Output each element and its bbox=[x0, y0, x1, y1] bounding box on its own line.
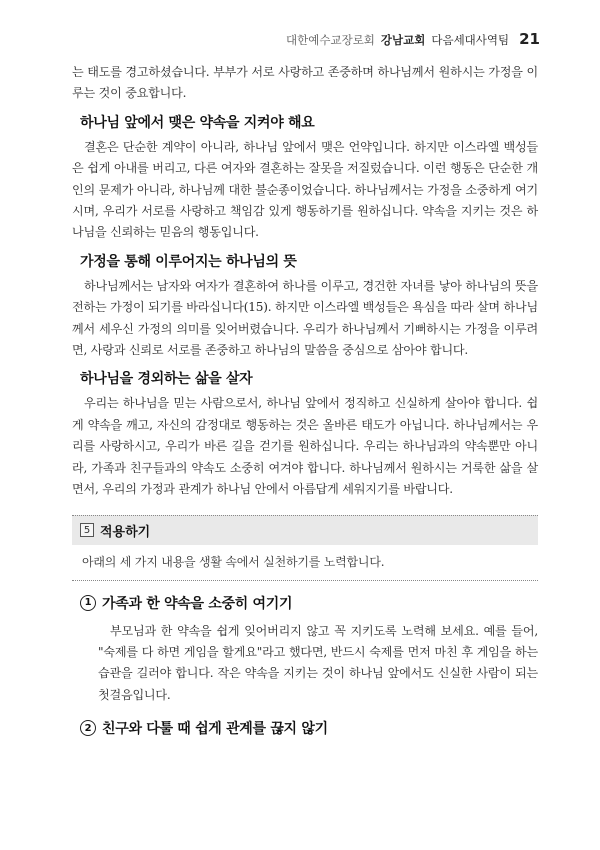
item-heading bbox=[80, 593, 538, 613]
intro-paragraph: 는 태도를 경고하셨습니다. 부부가 서로 사랑하고 존중하며 하나님께서 원하시는 가정을 이루는 것이 중요합니다. bbox=[72, 65, 538, 101]
section-heading: 가정을 통해 이루어지는 하나님의 뜻 bbox=[80, 253, 297, 270]
apply-description: 아래의 세 가지 내용을 생활 속에서 실천하기를 노력합니다. bbox=[72, 545, 538, 581]
apply-number-badge: 5 bbox=[80, 523, 94, 537]
section-body: 결혼은 단순한 계약이 아니라, 하나님 앞에서 맺은 언약입니다. 하지만 이스라엘 백성들은 쉽게 아내를 버리고, 다른 여자와 결혼하는 잘못을 저질렀습니다. 이런 행동은 단순한 개인의 문제가 아니라, 하나님께 대한 불순종이었습니다. 하나님께서는 가정을 소중하게 여기시며, 우리가 서로를 사랑하고 책임감 있게 행동하기를 원하십니다. 약속을 지키는 것은 하나님을 신뢰하는 믿음의 행동입니다. bbox=[72, 139, 538, 240]
apply-title: 적용하기 bbox=[100, 524, 151, 540]
header-team: 다음세대사역팀 bbox=[431, 33, 510, 47]
item-heading-text: 가족과 한 약속을 소중히 여기기 bbox=[102, 595, 293, 612]
circled-number: 1 bbox=[80, 595, 96, 611]
page-content bbox=[72, 62, 538, 746]
section-family-will bbox=[72, 251, 538, 362]
page-number: 21 bbox=[519, 30, 540, 48]
header-org: 대한예수교장로회 bbox=[286, 33, 375, 47]
header-church: 강남교회 bbox=[380, 33, 426, 47]
section-body: 하나님께서는 남자와 여자가 결혼하여 하나를 이루고, 경건한 자녀를 낳아 하나님의 뜻을 전하는 가정이 되기를 바라십니다(15). 하지만 이스라엘 백성들은 욕심을 따라 살며 하나님께서 세우신 가정의 의미를 잊어버렸습니다. 우리가 하나님께서 기뻐하시는 가정을 이루려면, 사랑과 신뢰로 서로를 존중하고 하나님의 말씀을 중심으로 삼아야 합니다. bbox=[72, 278, 539, 358]
section-heading: 하나님을 경외하는 삶을 살자 bbox=[80, 371, 253, 388]
section-heading: 하나님 앞에서 맺은 약속을 지켜야 해요 bbox=[80, 114, 315, 131]
apply-banner bbox=[72, 515, 538, 545]
running-header bbox=[286, 30, 540, 48]
item-heading-text: 친구와 다툴 때 쉽게 관계를 끊지 않기 bbox=[102, 721, 328, 738]
apply-item-2 bbox=[72, 718, 538, 738]
item-body: 부모님과 한 약속을 쉽게 잊어버리지 않고 꼭 지키도록 노력해 보세요. 예를 들어, "숙제를 다 하면 게임을 할게요"라고 했다면, 반드시 숙제를 먼저 마친 후 게임을 하는 습관을 길러야 합니다. 작은 약속을 지키는 것이 하나님 앞에서도 신실한 사람이 되는 첫걸음입니다. bbox=[98, 623, 538, 702]
circled-number: 2 bbox=[80, 720, 96, 736]
section-promise bbox=[72, 112, 538, 244]
section-fear-god bbox=[72, 368, 538, 500]
item-heading bbox=[80, 718, 538, 738]
section-body: 우리는 하나님을 믿는 사람으로서, 하나님 앞에서 정직하고 신실하게 살아야 합니다. 쉽게 약속을 깨고, 자신의 감정대로 행동하는 것은 올바른 태도가 아닙니다. 하나님께서는 우리를 사랑하시고, 우리가 바른 길을 걷기를 원하십니다. 우리는 하나님과의 약속뿐만 아니라, 가족과 친구들과의 약속도 소중히 여겨야 합니다. 하나님께서 원하시는 거룩한 삶을 살면서, 우리의 가정과 관계가 하나님 안에서 아름답게 세워지기를 바랍니다. bbox=[72, 396, 538, 497]
apply-item-1 bbox=[72, 593, 538, 707]
